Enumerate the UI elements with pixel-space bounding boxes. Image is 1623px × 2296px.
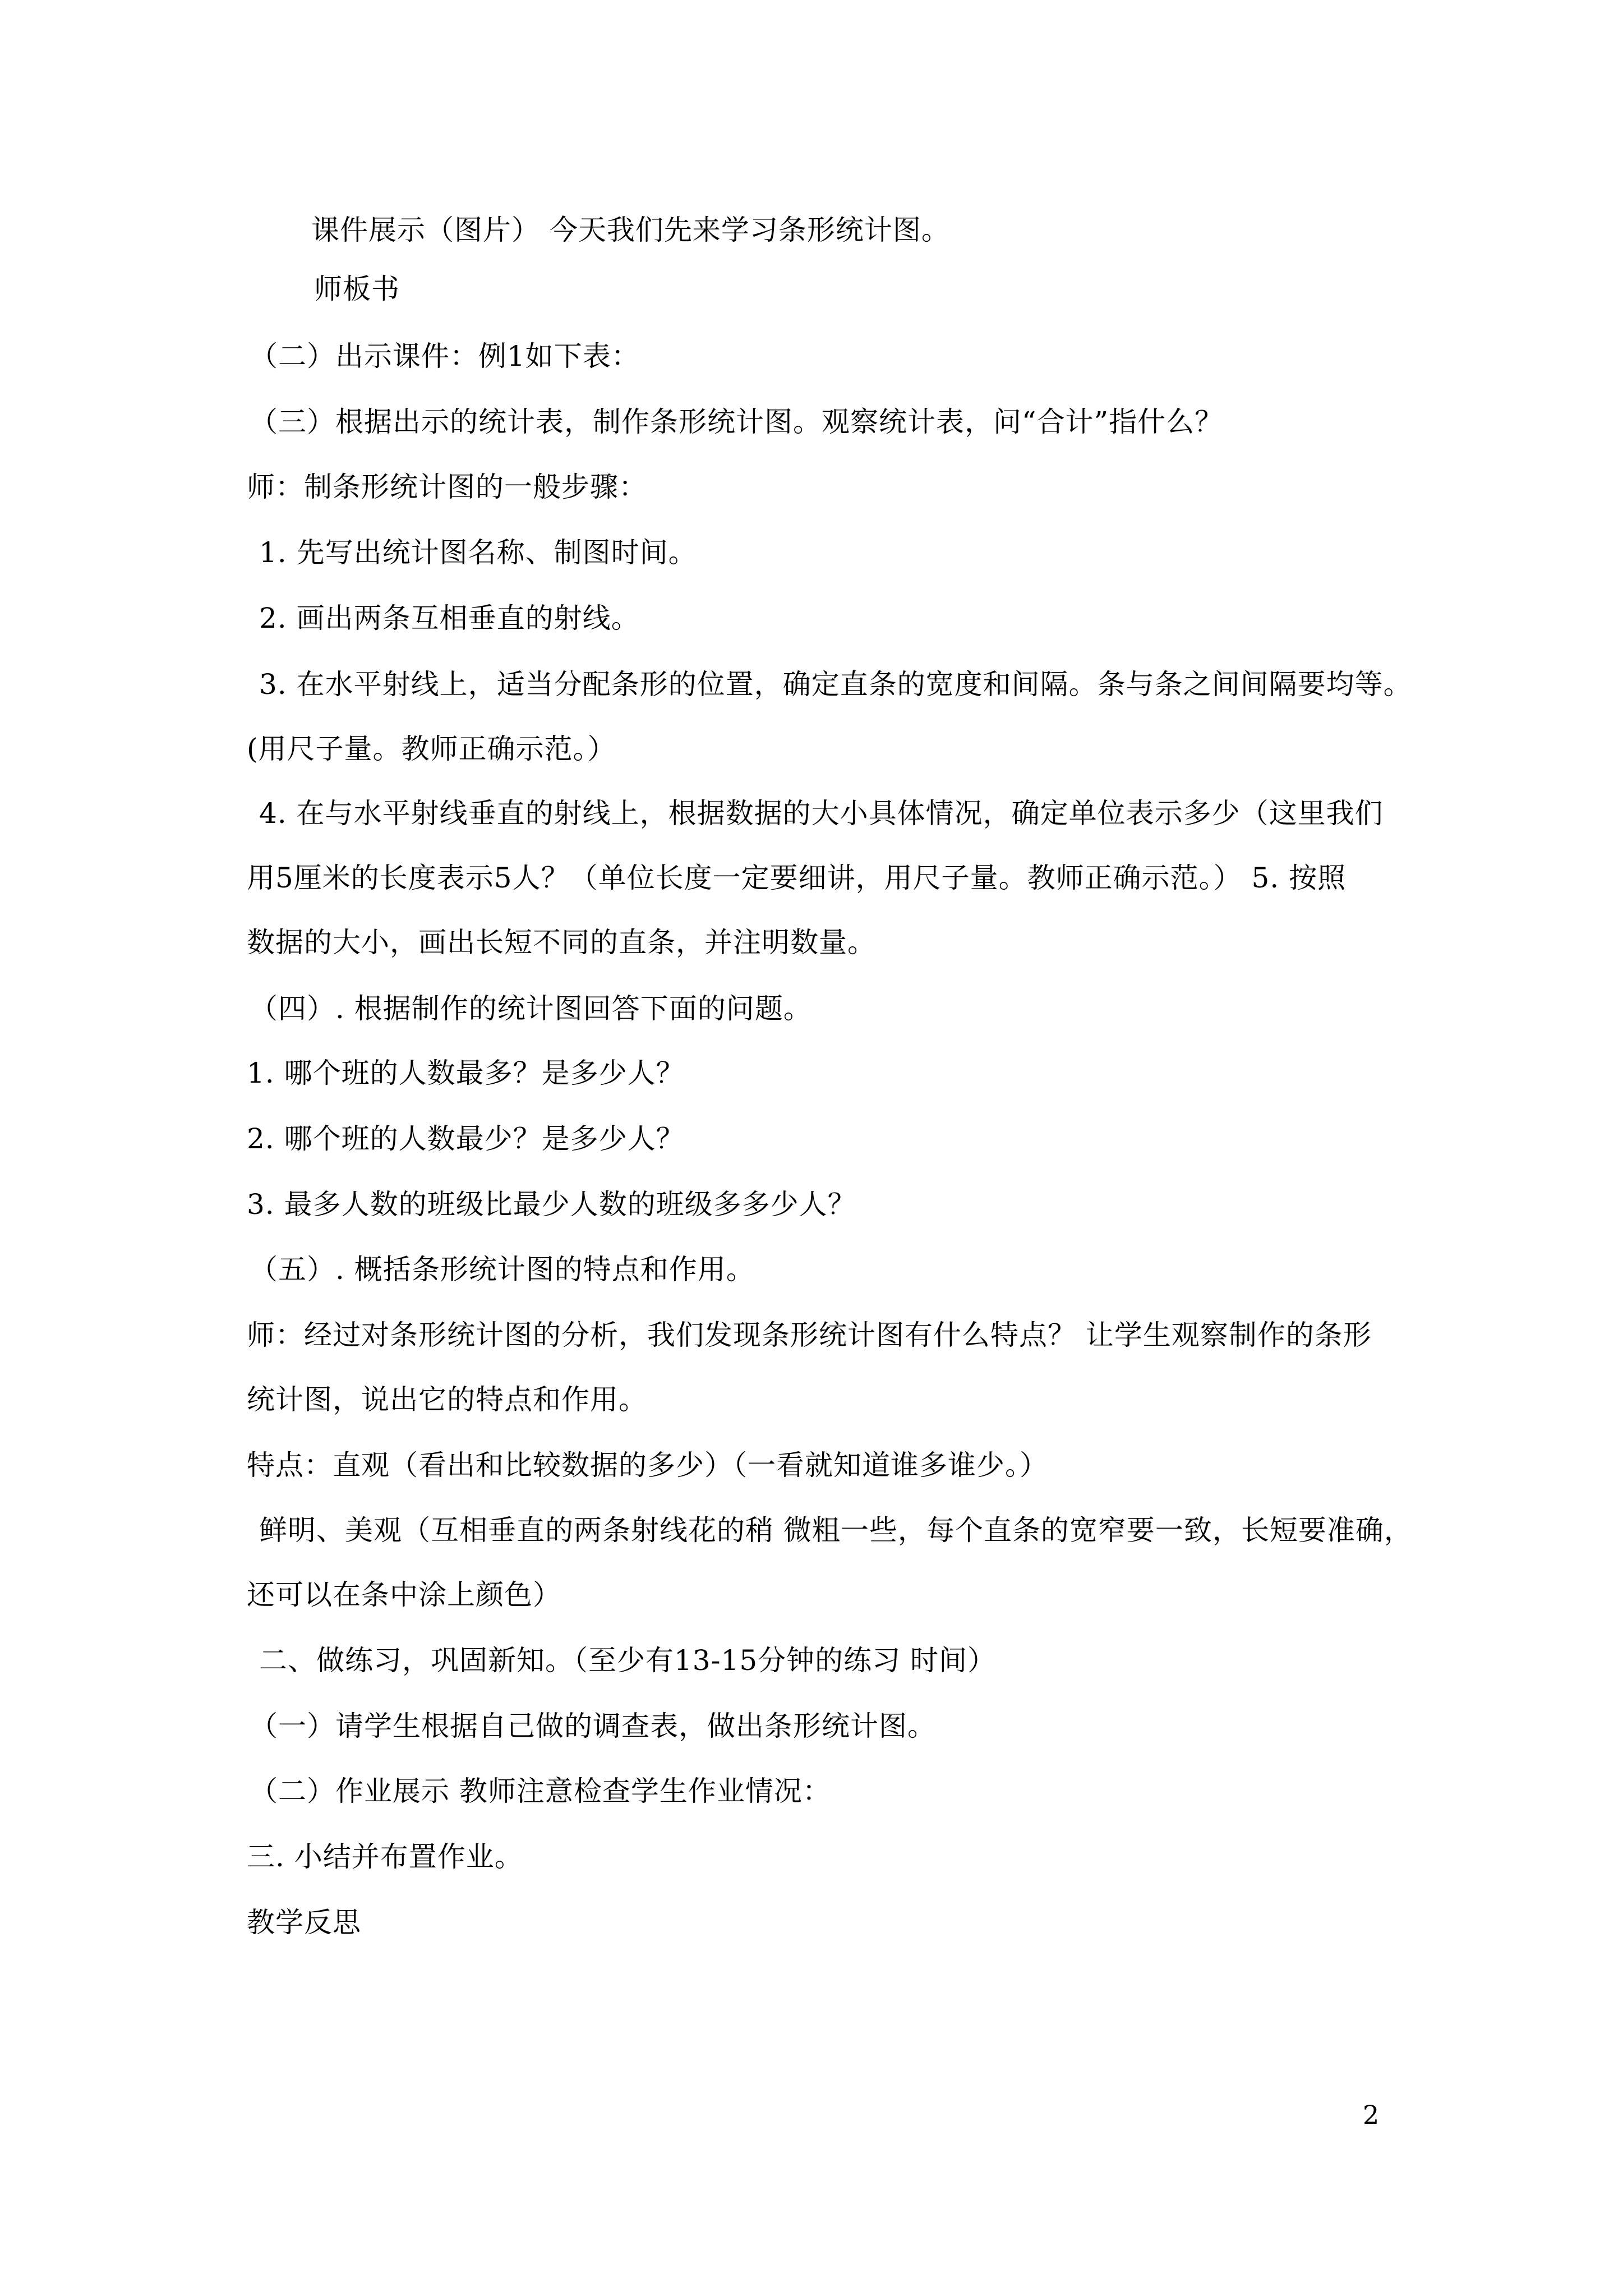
line-practice-1: （一）请学生根据自己做的调查表，做出条形统计图。 xyxy=(250,1710,936,1742)
line-teacher-board: 师板书 xyxy=(314,273,400,305)
line-practice-2: （二）作业展示 教师注意检查学生作业情况： xyxy=(250,1775,831,1807)
line-features-vivid: 鲜明、美观（互相垂直的两条射线花的稍 微粗一些，每个直条的宽窄要一致，长短要准确， xyxy=(259,1514,1413,1547)
line-step-4: 4. 在与水平射线垂直的射线上，根据数据的大小具体情况，确定单位表示多少（这里我们 xyxy=(259,797,1384,830)
line-practice: 二、做练习，巩固新知。（至少有13-15分钟的练习 时间） xyxy=(259,1644,997,1677)
line-features: 特点：直观（看出和比较数据的多少）（一看就知道谁多谁少。） xyxy=(247,1449,1048,1481)
line-analysis: 师：经过对条形统计图的分析，我们发现条形统计图有什么特点？ 让学生观察制作的条形 xyxy=(247,1319,1372,1351)
line-step-5-cont: 数据的大小，画出长短不同的直条，并注明数量。 xyxy=(247,926,876,959)
line-courseware-display: 课件展示（图片） 今天我们先来学习条形统计图。 xyxy=(311,214,950,246)
line-step-3: 3. 在水平射线上，适当分配条形的位置，确定直条的宽度和间隔。条与条之间间隔要均等。 xyxy=(259,668,1412,701)
line-general-steps: 师：制条形统计图的一般步骤： xyxy=(247,471,647,503)
line-show-courseware: （二）出示课件：例1如下表： xyxy=(250,340,640,372)
line-question-2: 2. 哪个班的人数最少？是多少人？ xyxy=(247,1122,685,1155)
line-question-3: 3. 最多人数的班级比最少人数的班级多多少人？ xyxy=(247,1188,856,1221)
line-step-4-cont: 用5厘米的长度表示5人？（单位长度一定要细讲，用尺子量。教师正确示范。） 5. 按照 xyxy=(247,862,1347,894)
line-step-3-note: (用尺子量。教师正确示范。） xyxy=(247,733,616,765)
line-section-4: （四）. 根据制作的统计图回答下面的问题。 xyxy=(250,992,812,1025)
page-number: 2 xyxy=(1363,2100,1380,2130)
line-section-5: （五）. 概括条形统计图的特点和作用。 xyxy=(250,1253,755,1286)
line-step-2: 2. 画出两条互相垂直的射线。 xyxy=(259,602,640,634)
line-analysis-cont: 统计图，说出它的特点和作用。 xyxy=(247,1383,647,1416)
line-reflection: 教学反思 xyxy=(247,1906,361,1939)
line-make-bar-chart: （三）根据出示的统计表，制作条形统计图。观察统计表，问“合计”指什么？ xyxy=(250,406,1224,438)
line-step-1: 1. 先写出统计图名称、制图时间。 xyxy=(259,536,697,569)
line-summary: 三. 小结并布置作业。 xyxy=(247,1841,523,1873)
line-question-1: 1. 哪个班的人数最多？是多少人？ xyxy=(247,1057,685,1089)
line-features-color: 还可以在条中涂上颜色） xyxy=(247,1579,561,1611)
